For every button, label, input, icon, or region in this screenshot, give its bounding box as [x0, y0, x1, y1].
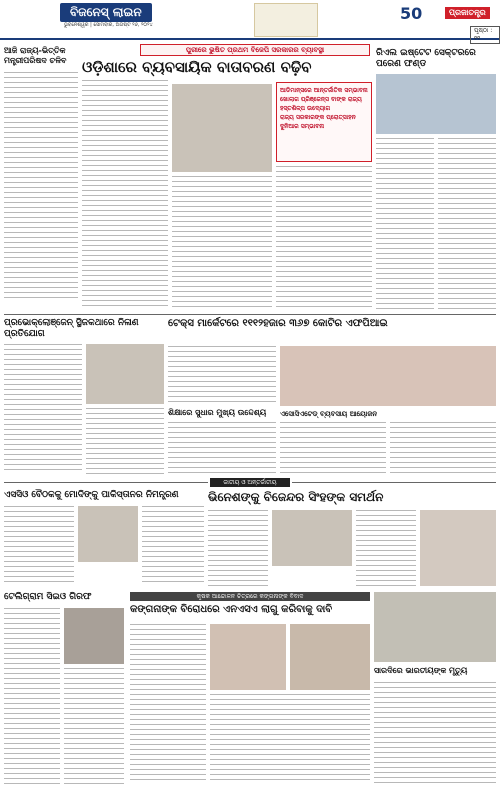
real-estate-body-2 — [438, 138, 496, 310]
divider-2b — [292, 482, 496, 483]
divider-1 — [4, 314, 496, 315]
divider-2a — [4, 482, 208, 483]
anniversary-logo: 50 — [400, 4, 423, 23]
kangana-tagline: କୃଷକ ଆନ୍ଦୋଳନ ଚିତ୍ରରେ କଙ୍ଗନାଙ୍କ ବିବାଦ — [130, 592, 370, 601]
national-center-body — [208, 510, 268, 586]
real-estate-photo — [376, 74, 496, 134]
national-left-body-2 — [142, 506, 204, 586]
dateline: ଭୁବନେଶ୍ୱର | ସୋମବାର, ଅଗଷ୍ଟ ୨୬, ୨୦୨୪ — [64, 22, 153, 28]
section-brand: ବିଜନେସ୍ ଲାଇନ — [60, 3, 152, 22]
main-highlights-box — [276, 82, 372, 162]
main-body-col-3 — [276, 166, 372, 310]
mid-center-body — [168, 346, 276, 404]
left-story-body — [4, 72, 78, 300]
national-left-headline: ଏସସିଓ ବୈଠକକୁ ମୋଦିଙ୍କୁ ପାକିସ୍ତାନର ନିମନ୍ତ୍ରଣ — [4, 490, 179, 500]
mid-right-body-2 — [390, 422, 496, 474]
highlight-3: ହସ୍ତଶିଳ୍ପ ଉଦ୍ୟୋଗ — [280, 105, 331, 112]
kangana-body — [130, 624, 206, 784]
section-divider: ଜାତୀୟ ଓ ଅନ୍ତର୍ଜାତୀୟ — [210, 478, 290, 487]
mid-left-body-2 — [86, 408, 164, 474]
left-story-headline: ଆଜି ରାଜ୍ୟ-ଭିତ୍ତିକ ମନ୍ତ୍ରୀପରିଷଦ ଚଳିବ — [4, 46, 67, 65]
real-estate-headline: ରିଏଲ ଇଷ୍ଟେଟ ସେକ୍ଟରରେ ପରେଣ ଫଣ୍ଡ — [376, 48, 476, 69]
national-right-photo — [420, 510, 496, 586]
mid-center-headline: ଟେକ୍ସ ମାର୍କେଟରେ ୧୧୧୨ହଜାର ୩୬୭ କୋଟିର ଏଫପିଆଇ — [168, 318, 388, 329]
highlight-5: ଦୁନିଆର ସମ୍ଭାବନା — [280, 123, 325, 130]
national-left-body — [4, 506, 74, 586]
national-center-photo — [272, 510, 352, 566]
national-center-body-2 — [356, 510, 416, 586]
telegram-body-2 — [64, 668, 124, 784]
mid-left-body-1 — [4, 344, 82, 474]
masthead-ad — [254, 3, 318, 37]
banner-top: ପୁରୀରେ ଭୁଷିତ ପ୍ରଥମ ବିଜେପି ସରକାରର ବ୍ୟାବସ୍ଥା — [140, 44, 370, 56]
main-body-col-2 — [172, 176, 272, 310]
telegram-photo — [64, 608, 124, 664]
kangana-photo-1 — [210, 624, 286, 690]
highlight-2: ଖୋଲାଗ ପ୍ରିଞ୍ଜେନ୍ସ ବାଙ୍କ ରାଜ୍ୟ — [280, 96, 362, 103]
right-bottom-body — [374, 682, 496, 784]
kangana-body-2 — [210, 694, 370, 784]
telegram-headline: ଟେଲିଗ୍ରାମ ସିଇଓ ଗିରଫ — [4, 592, 92, 602]
main-headline: ଓଡ଼ିଶାରେ ବ୍ୟବସାୟିକ ବାତାବରଣ ବଢ଼ିବ — [82, 58, 312, 76]
mid-right-headline: ଏସୋସିଏଟେଡ୍ ବ୍ୟବସାୟ ଆୟୋଜନ — [280, 410, 378, 418]
telegram-body — [4, 608, 60, 784]
mid-sub-body — [168, 422, 276, 474]
highlight-1: ଆଡିମାନ୍ସରେ ଆନ୍ତର୍ଜାତିକ ସମ୍ଭାବନା — [280, 87, 368, 94]
mid-right-photo — [280, 346, 496, 406]
main-photo — [172, 84, 272, 172]
paper-name: ପ୍ରଜାତନ୍ତ୍ର — [445, 7, 490, 19]
mid-right-body-1 — [280, 422, 386, 474]
kangana-photo-2 — [290, 624, 370, 690]
right-bottom-headline: ସାରଦିରେ ଭାରତୀୟଙ୍କ ମୃତ୍ୟୁ — [374, 666, 468, 675]
kangana-headline: କଙ୍ଗନାଙ୍କ ବିରୋଧରେ ଏନଏସଏ ଲାଗୁ କରିବାକୁ ଦାବି — [130, 604, 333, 615]
highlight-4: ରାଜ୍ୟ ସରକାରଙ୍କ ପ୍ରୋତ୍ସାହନ — [280, 114, 356, 121]
right-bottom-photo — [374, 592, 496, 662]
main-body-col-1 — [82, 80, 168, 310]
mid-left-headline: ପ୍ରଭୋକ୍ଲୋଞ୍ଜେନ୍ ସ୍ଥିଜକଥାରେ ନିଳାଣ ପ୍ରତିଯୋଗ — [4, 318, 139, 339]
national-left-photo — [78, 506, 138, 562]
mid-left-photo — [86, 344, 164, 404]
real-estate-body-1 — [376, 138, 434, 310]
mid-sub-headline: ଶିକ୍ଷାରେ ସୁଧାର ମୁଖ୍ୟ ଉଦ୍ଦେଶ୍ୟ — [168, 408, 267, 417]
national-center-headline: ଭିନେଶଙ୍କୁ ବିଜେନ୍ଦର ସିଂହଙ୍କ ସମର୍ଥନ — [208, 490, 384, 504]
page-number: ପୃଷ୍ଠା : ୧୧ — [470, 26, 500, 44]
